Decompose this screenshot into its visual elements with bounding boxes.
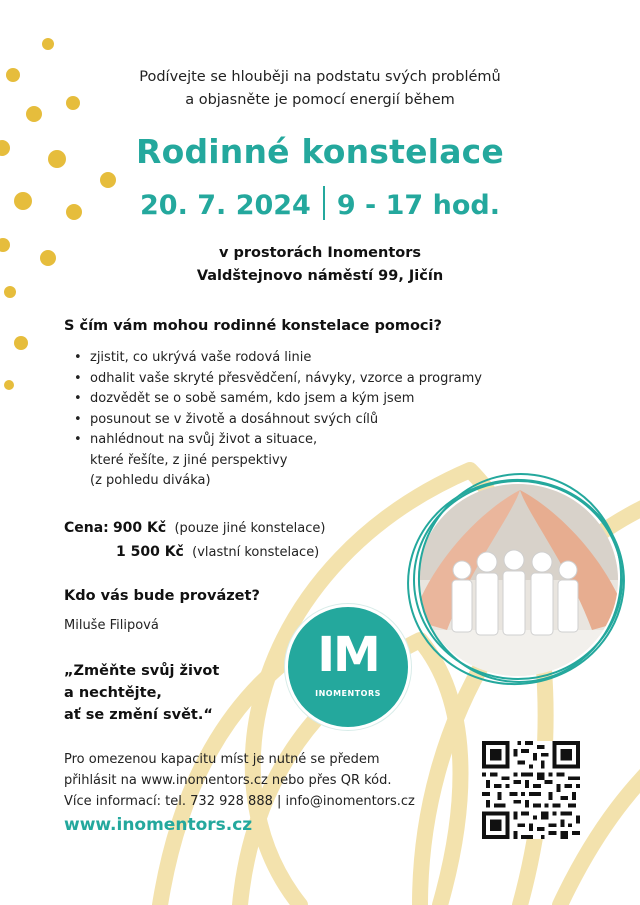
- intro-line-2: a objasněte je pomocí energií během: [185, 92, 455, 108]
- list-item: • dozvědět se o sobě samém, kdo jsem a kým jsem: [74, 389, 482, 410]
- gold-dot-decoration: [42, 38, 54, 50]
- logo-name: INOMENTORS: [315, 689, 381, 698]
- price-row-2: [116, 544, 319, 560]
- footer-line-1: Pro omezenou kapacitu míst je nutné se předem: [64, 752, 380, 767]
- list-item: • posunout se v životě a dosáhnout svých cílů: [74, 410, 482, 431]
- footer-line-3: Více informací: tel. 732 928 888 | info@inomentors.cz: [64, 794, 415, 809]
- list-item: • nahlédnout na svůj život a situace, které řešíte, z jiné perspektivy (z pohledu diváka): [74, 430, 482, 492]
- venue-line-1: v prostorách Inomentors: [218, 245, 422, 261]
- gold-dot-decoration: [26, 106, 42, 122]
- list-item: • odhalit vaše skryté přesvědčení, návyky, vzorce a programy: [74, 369, 482, 390]
- quote-line-2: a nechtějte,: [64, 685, 162, 701]
- event-datetime: [0, 186, 640, 221]
- gold-dot-decoration: [4, 380, 14, 390]
- list-item: • zjistit, co ukrývá vaše rodová linie: [74, 348, 482, 369]
- price-value-1: 900 Kč: [112, 520, 167, 536]
- price-note-1: (pouze jiné konstelace): [174, 521, 326, 536]
- event-date: 20. 7. 2024: [140, 190, 311, 221]
- gold-dot-decoration: [6, 68, 20, 82]
- qr-code-graphic: [482, 741, 580, 839]
- guide-heading: Kdo vás bude provázet?: [64, 588, 260, 604]
- price-note-2: (vlastní konstelace): [192, 545, 320, 560]
- registration-info: [64, 749, 415, 812]
- price-value-2: 1 500 Kč: [116, 544, 184, 560]
- inomentors-logo: [285, 604, 411, 730]
- hero-photo: [392, 470, 640, 690]
- quote: [64, 660, 219, 726]
- event-title: Rodinné konstelace: [135, 132, 505, 171]
- help-heading: S čím vám mohou rodinné konstelace pomoci?: [64, 318, 442, 334]
- price-row-1: [64, 520, 325, 536]
- footer-line-2: přihlásit na www.inomentors.cz nebo přes QR kód.: [64, 773, 392, 788]
- intro-text: [60, 66, 580, 112]
- gold-dot-decoration: [14, 336, 28, 350]
- venue: [0, 242, 640, 288]
- qr-code-icon[interactable]: [482, 741, 580, 839]
- hands-family-illustration: [392, 470, 640, 690]
- price-label: Cena:: [64, 520, 109, 536]
- intro-line-1: Podívejte se hlouběji na podstatu svých problémů: [139, 69, 501, 85]
- event-time: 9 - 17 hod.: [336, 190, 500, 221]
- divider: [323, 186, 325, 220]
- guide-name: Miluše Filipová: [64, 618, 159, 633]
- quote-line-1: „Změňte svůj život: [64, 663, 220, 679]
- logo-mark: IM: [317, 627, 379, 683]
- website-link[interactable]: www.inomentors.cz: [64, 815, 253, 835]
- venue-line-2: Valdštejnovo náměstí 99, Jičín: [196, 268, 444, 284]
- quote-line-3: ať se změní svět.“: [64, 707, 213, 723]
